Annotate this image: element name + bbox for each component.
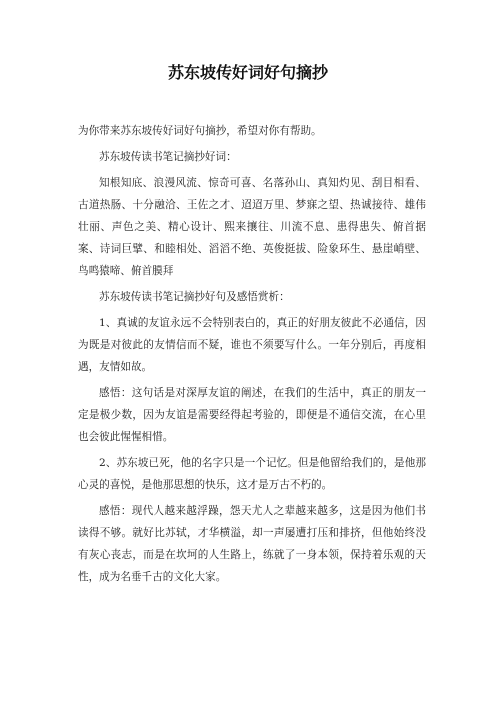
- section-heading-sentences: 苏东坡传读书笔记摘抄好句及感悟赏析：: [99, 291, 290, 303]
- quote-paragraph-2: 2、苏东坡已死，他的名字只是一个记忆。但是他留给我们的，是他那心灵的喜悦，是他那思想的快乐，这才是万古不朽的。: [78, 457, 426, 491]
- document-body: [78, 120, 426, 592]
- word-list-paragraph: 知根知底、浪漫风流、惊奇可喜、名落孙山、真知灼见、刮目相看、古道热肠、十分融洽、王佐之才、迢迢万里、梦寐之望、热诚接待、雄伟壮丽、声色之美、精心设计、熙来攘往、川流不息、患得患失、俯首据案、诗词巨擘、和睦相处、滔滔不绝、英俊挺拔、险象环生、悬崖峭壁、鸟鸣猿啼、俯首膜拜: [78, 177, 426, 277]
- reflection-paragraph-2: 感悟：现代人越来越浮躁，怨天尤人之辈越来越多，这是因为他们书读得不够。就好比苏轼，才华横溢，却一声屡遭打压和排挤，但他始终没有灰心丧志，而是在坎坷的人生路上，练就了一身本领，保持着乐观的天性，成为名垂千古的文化大家。: [78, 505, 426, 583]
- section-heading-words: 苏东坡传读书笔记摘抄好词：: [99, 151, 237, 163]
- document-title: 苏东坡传好词好句摘抄: [167, 63, 328, 82]
- intro-paragraph: 为你带来苏东坡传好词好句摘抄，希望对你有帮助。: [78, 125, 322, 137]
- quote-paragraph-1: 1、真诚的友谊永远不会特别表白的，真正的好朋友彼此不必通信，因为既是对彼此的友情信而不疑，谁也不须要写什么。一年分别后，再度相遇，友情如故。: [78, 317, 426, 373]
- reflection-paragraph-1: 感悟：这句话是对深厚友谊的阐述，在我们的生活中，真正的朋友一定是极少数，因为友谊是需要经得起考验的，即便是不通信交流，在心里也会彼此惺惺相惜。: [78, 387, 426, 443]
